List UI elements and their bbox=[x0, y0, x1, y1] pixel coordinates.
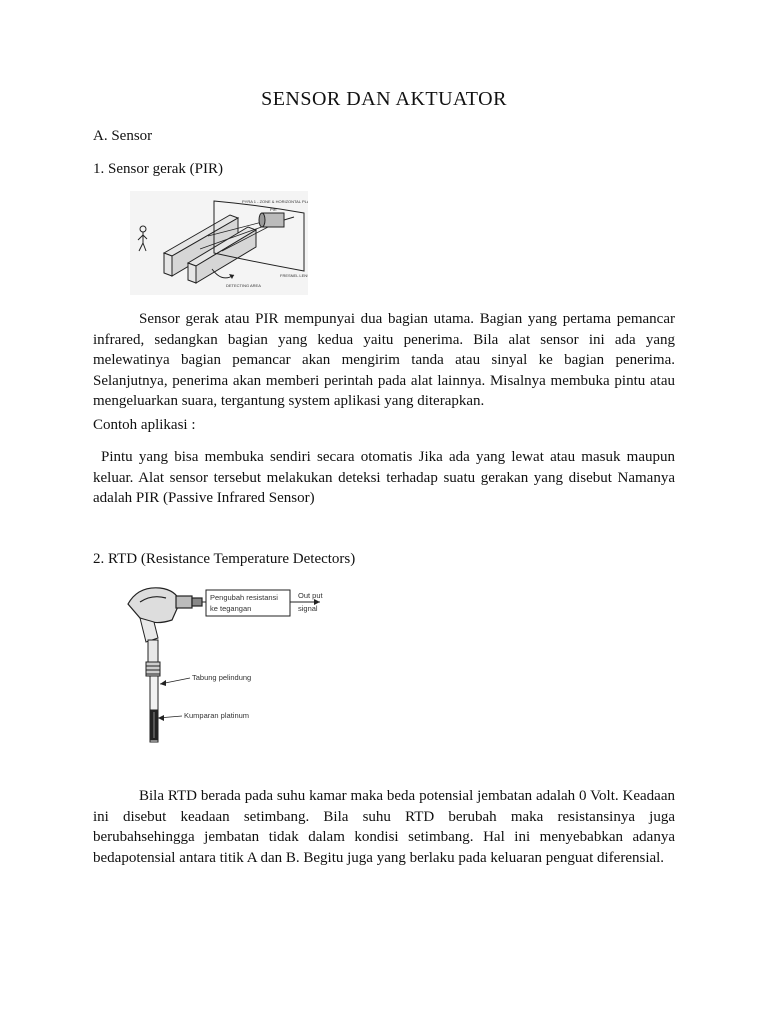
rtd-figure bbox=[120, 580, 340, 748]
contoh-description: Pintu yang bisa membuka sendiri secara otomatis Jika ada yang lewat atau masuk maupun keluar. Alat sensor tersebut melakukan deteksi terhadap suatu gerakan yang disebut Namanya adalah PIR (Passive Infrared Sensor) bbox=[93, 449, 675, 506]
document-title: SENSOR DAN AKTUATOR bbox=[261, 88, 507, 110]
converter-label-1: Pengubah resistansi bbox=[210, 593, 278, 602]
converter-label-2: ke tegangan bbox=[210, 604, 252, 613]
rtd-subheading: 2. RTD (Resistance Temperature Detectors) bbox=[93, 551, 356, 567]
rtd-head bbox=[128, 588, 202, 623]
rtd-neck bbox=[140, 618, 160, 676]
section-a-heading: A. Sensor bbox=[93, 128, 153, 144]
detecting-label: DETECTING AREA bbox=[226, 283, 261, 288]
pir-description: Sensor gerak atau PIR mempunyai dua bagian utama. Bagian yang pertama pemancar infrared, sedangkan bagian yang kedua yaitu penerima. Bila alat sensor ini ada yang melewatinya bagian pemancar akan mengirim tanda atau sinyal ke bagian penerima. Selanjutnya, penerima akan memberi perintah pada alat lainnya. Misalnya membuka pintu atau mengeluarkan suara, tergantung system aplikasi yang diterapkan. bbox=[93, 311, 675, 409]
contoh-label: Contoh aplikasi : bbox=[93, 417, 196, 433]
output-label-1: Out put bbox=[298, 591, 323, 600]
pir-top-label: PYRA 1 - ZONE & HORIZONTAL PLANE bbox=[242, 199, 308, 204]
tube-label: Tabung pelindung bbox=[192, 673, 252, 682]
fresnel-label: FRESNEL LENS bbox=[280, 273, 308, 278]
pir-subheading: 1. Sensor gerak (PIR) bbox=[93, 161, 223, 177]
output-label-2: signal bbox=[298, 604, 318, 613]
rtd-tube bbox=[150, 676, 158, 742]
pir-sensor-figure bbox=[130, 191, 308, 295]
coil-label: Kumparan platinum bbox=[184, 711, 250, 720]
pir-label: PIR bbox=[270, 207, 277, 212]
rtd-description: Bila RTD berada pada suhu kamar maka beda potensial jembatan adalah 0 Volt. Keadaan ini disebut keadaan setimbang. Bila suhu RTD berubah maka resistansinya juga berubahsehingga jembatan tidak dalam kondisi setimbang. Hal ini menyebabkan adanya bedapotensial antara titik A dan B. Begitu juga yang berlaku pada keluaran penguat diferensial. bbox=[93, 788, 675, 866]
